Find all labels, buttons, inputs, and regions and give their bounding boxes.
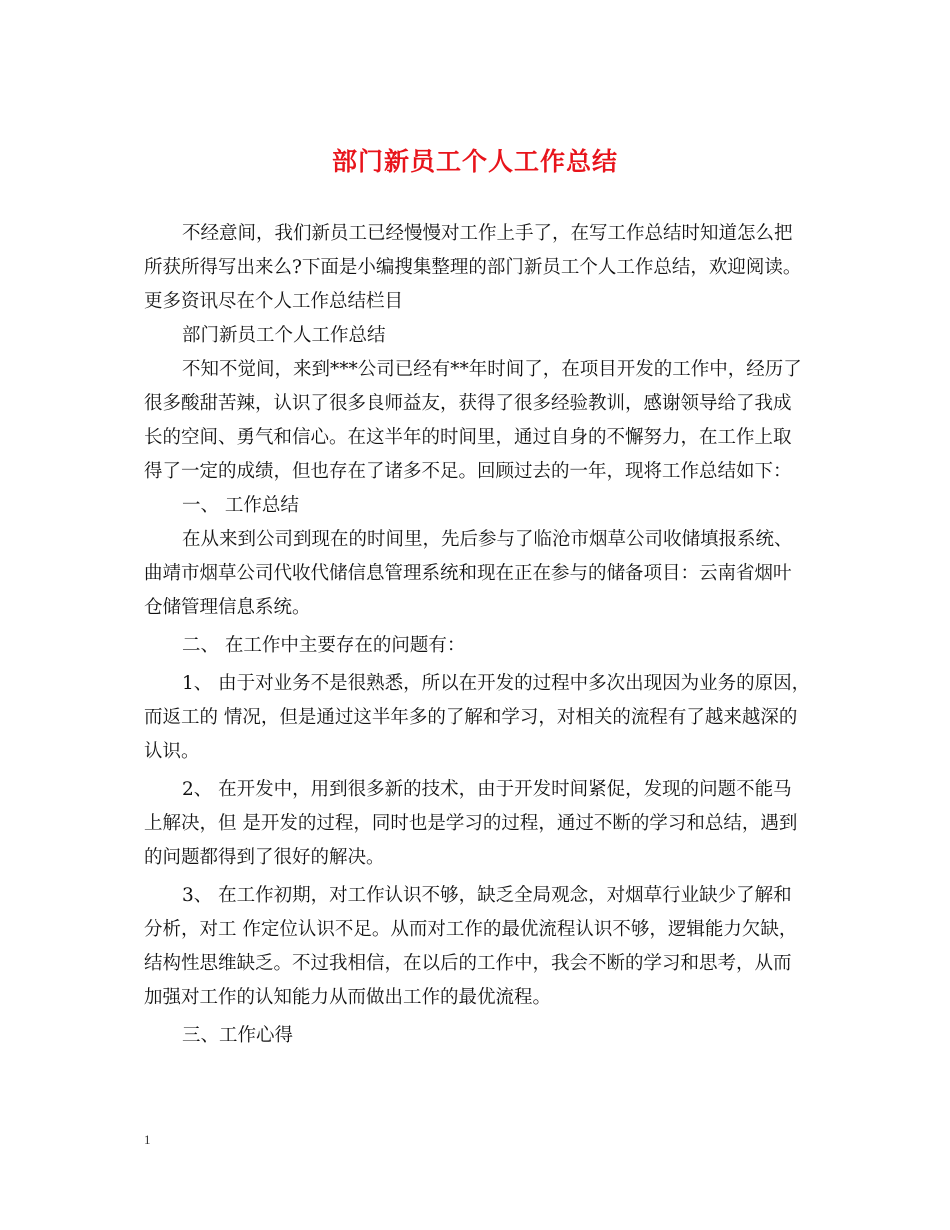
text-line: 2、 在开发中，用到很多新的技术，由于开发时间紧促，发现的问题不能马 bbox=[182, 779, 792, 800]
page-number: 1 bbox=[144, 1132, 151, 1147]
text-line: 1、 由于对业务不是很熟悉，所以在开发的过程中多次出现因为业务的原因， bbox=[182, 673, 811, 694]
text-line: 曲靖市烟草公司代收代储信息管理系统和现在正在参与的储备项目：云南省烟叶 bbox=[144, 563, 792, 584]
section-heading-2 bbox=[144, 629, 808, 663]
text-line: 长的空间、勇气和信心。在这半年的时间里，通过自身的不懈努力，在工作上取 bbox=[144, 427, 792, 448]
text-line: 一、 工作总结 bbox=[182, 495, 299, 516]
text-line: 在从来到公司到现在的时间里，先后参与了临沧市烟草公司收储填报系统、 bbox=[182, 529, 793, 550]
text-line: 3、 在工作初期，对工作认识不够，缺乏全局观念，对烟草行业缺少了解和 bbox=[182, 885, 792, 906]
text-line: 很多酸甜苦辣，认识了很多良师益友，获得了很多经验教训，感谢领导给了我成 bbox=[144, 393, 792, 414]
text-line: 不知不觉间，来到***公司已经有**年时间了，在项目开发的工作中，经历了 bbox=[182, 359, 802, 380]
problem-item-2 bbox=[144, 773, 808, 875]
text-line: 所获所得写出来么?下面是小编搜集整理的部门新员工个人工作总结，欢迎阅读。 bbox=[144, 257, 802, 278]
text-line: 不经意间，我们新员工已经慢慢对工作上手了，在写工作总结时知道怎么把 bbox=[182, 223, 793, 244]
text-line: 部门新员工个人工作总结 bbox=[182, 325, 386, 346]
intro-paragraph bbox=[144, 217, 808, 319]
text-line: 上解决，但 是开发的过程，同时也是学习的过程，通过不断的学习和总结，遇到 bbox=[144, 813, 798, 834]
text-line: 更多资讯尽在个人工作总结栏目 bbox=[144, 291, 404, 312]
text-line: 的问题都得到了很好的解决。 bbox=[144, 847, 385, 868]
document-title: 部门新员工个人工作总结 bbox=[331, 147, 618, 176]
subtitle-paragraph bbox=[144, 319, 808, 353]
section-1-paragraph bbox=[144, 523, 808, 625]
opening-paragraph bbox=[144, 353, 808, 489]
problem-item-3 bbox=[144, 879, 808, 1015]
section-heading-1 bbox=[144, 489, 808, 523]
problem-item-1 bbox=[144, 667, 811, 769]
text-line: 认识。 bbox=[144, 741, 200, 762]
text-line: 得了一定的成绩，但也存在了诸多不足。回顾过去的一年，现将工作总结如下： bbox=[144, 461, 792, 482]
section-heading-3 bbox=[144, 1019, 808, 1053]
text-line: 结构性思维缺乏。不过我相信，在以后的工作中，我会不断的学习和思考，从而 bbox=[144, 953, 792, 974]
text-line: 而返工的 情况，但是通过这半年多的了解和学习，对相关的流程有了越来越深的 bbox=[144, 707, 798, 728]
text-line: 二、 在工作中主要存在的问题有： bbox=[182, 635, 466, 656]
document-body bbox=[144, 217, 811, 1053]
text-line: 三、工作心得 bbox=[182, 1025, 294, 1046]
text-line: 分析，对工 作定位认识不足。从而对工作的最优流程认识不够，逻辑能力欠缺， bbox=[144, 919, 798, 940]
text-line: 仓储管理信息系统。 bbox=[144, 597, 311, 618]
text-line: 加强对工作的认知能力从而做出工作的最优流程。 bbox=[144, 987, 552, 1008]
